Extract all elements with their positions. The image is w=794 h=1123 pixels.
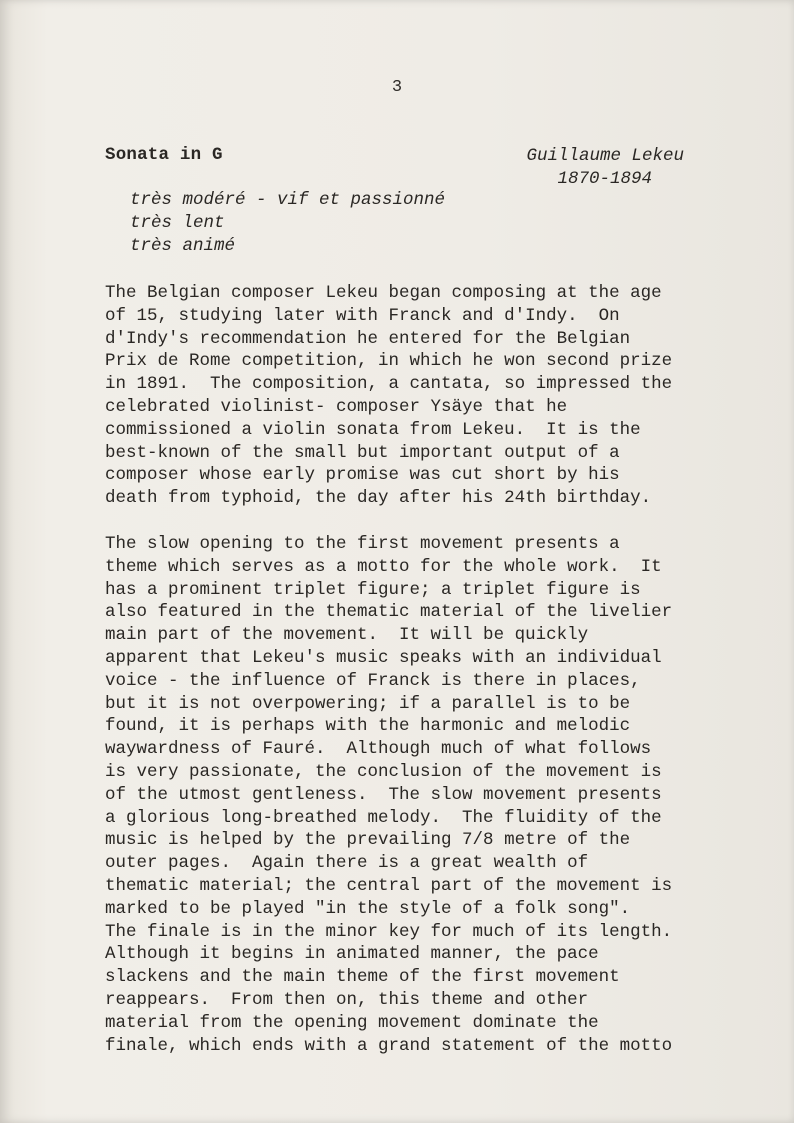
paragraph-analysis: The slow opening to the first movement presents a theme which serves as a motto for the whole work. It has a prominent triplet figure; a triplet figure is also featured in the thematic material of the livelier main part of the movement. It will be quickly apparent that Lekeu's music speaks with an individual voice - the influence of Franck is there in places, but it is not overpowering; if a parallel is to be found, it is perhaps with the harmonic and melodic waywardness of Fauré. Although much of what follows is very passionate, the conclusion of the movement is of the utmost gentleness. The slow movement presents a glorious long-breathed melody. The fluidity of the music is helped by the prevailing 7/8 metre of the outer pages. Again there is a great wealth of thematic material; the central part of the movement is marked to be played "in the style of a folk song". The finale is in the minor key for much of its length. Although it begins in animated manner, the pace slackens and the main theme of the first movement reappears. From then on, this theme and other material from the opening movement dominate the finale, which ends with a grand statement of the motto (105, 534, 673, 1056)
movement-item: très modéré - vif et passionné (130, 190, 446, 210)
composer-block (526, 145, 684, 191)
movement-item: très animé (130, 236, 236, 256)
composer-name: Guillaume Lekeu (526, 146, 684, 166)
work-title: Sonata in G (105, 145, 223, 165)
movement-item: très lent (130, 213, 225, 233)
movement-list (130, 189, 445, 258)
composer-dates: 1870-1894 (557, 169, 652, 189)
paragraph-biography: The Belgian composer Lekeu began composing at the age of 15, studying later with Franck and d'Indy. On d'Indy's recommendation he entered for the Belgian Prix de Rome competition, in which he won second prize in 1891. The composition, a cantata, so impressed the celebrated violinist- composer Ysäye that he commissioned a violin sonata from Lekeu. It is the best-known of the small but important output of a composer whose early promise was cut short by his death from typhoid, the day after his 24th birthday. (105, 283, 673, 509)
page-number: 3 (391, 78, 403, 97)
